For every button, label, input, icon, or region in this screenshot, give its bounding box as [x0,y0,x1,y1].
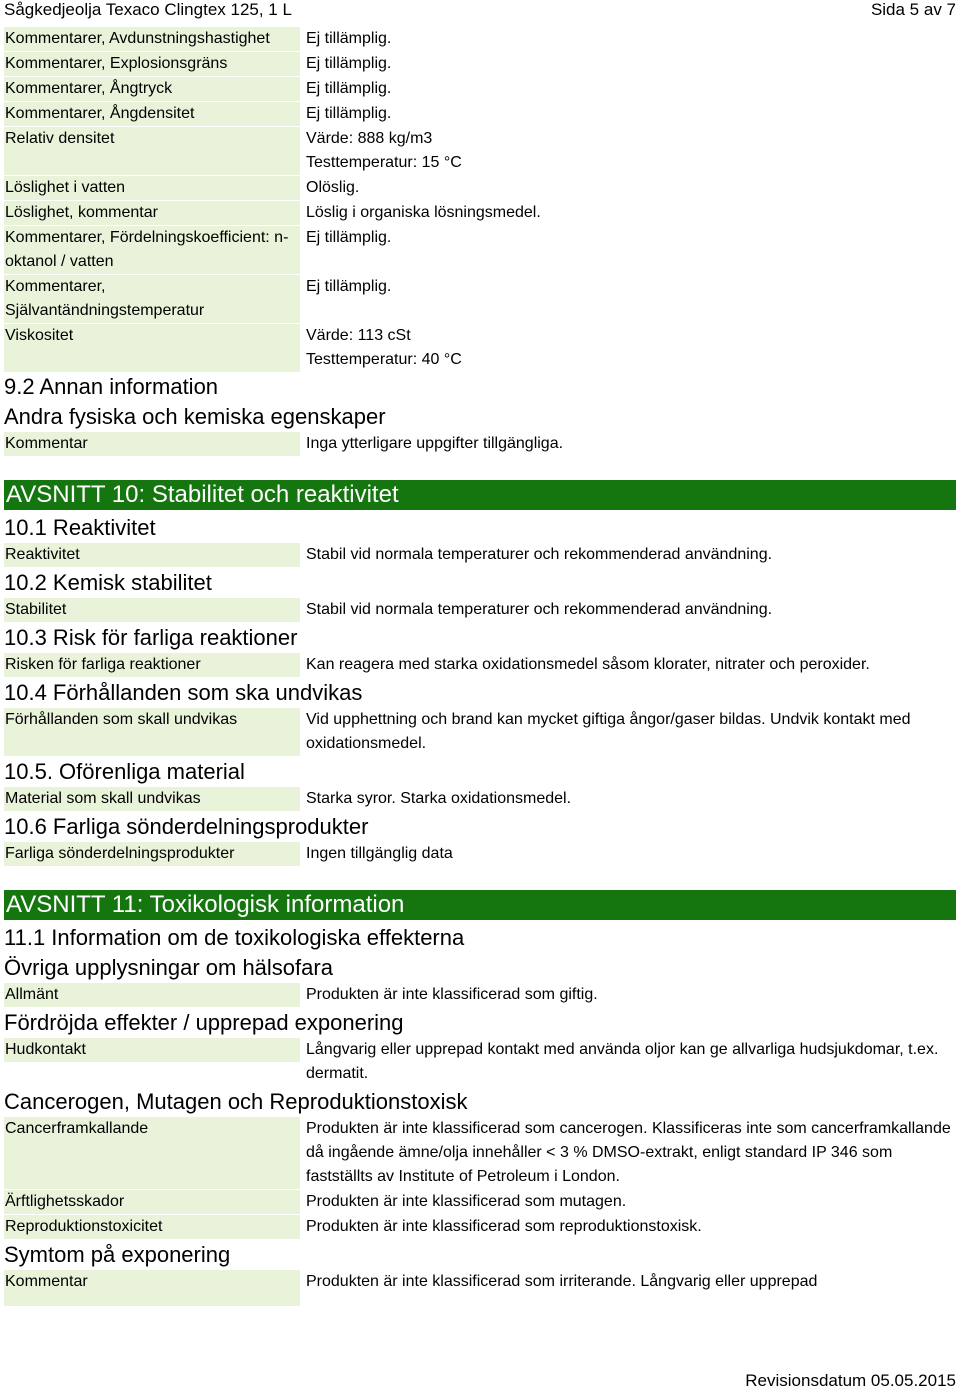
property-row [4,102,956,126]
property-label: Viskositet [4,324,300,372]
section-subheading: Fördröjda effekter / upprepad exponering [4,1010,404,1035]
property-label: Ärftlighetsskador [4,1190,300,1214]
property-value: Produkten är inte klassificerad som giftig. [306,986,598,1003]
property-label: Löslighet i vatten [4,176,300,200]
property-row [4,201,956,225]
property-row [4,983,956,1007]
section-subheading: Andra fysiska och kemiska egenskaper [4,404,386,429]
property-value: Inga ytterligare uppgifter tillgängliga. [306,435,564,452]
property-value: Ej tillämplig. [306,55,392,72]
section-heading: 11.1 Information om de toxikologiska effekterna [4,925,465,950]
property-value: Produkten är inte klassificerad som reproduktionstoxisk. [306,1218,702,1235]
property-label: Reaktivitet [4,543,300,567]
revision-date: Revisionsdatum 05.05.2015 [745,1371,956,1390]
document-title: Sågkedjeolja Texaco Clingtex 125, 1 L [4,0,292,19]
property-label: Material som skall undvikas [4,787,300,811]
property-row [4,1038,956,1086]
property-label: Löslighet, kommentar [4,201,300,225]
property-row [4,1117,956,1189]
property-value: Ingen tillgänglig data [306,845,453,862]
property-label: Kommentarer, Avdunstningshastighet [4,27,300,51]
property-value: Ej tillämplig. [306,80,392,97]
page-number: Sida 5 av 7 [870,0,956,19]
property-value: Produkten är inte klassificerad som cancerogen. Klassificeras inte som cancerframkallande då ingående ämne/olja innehåller < 3 % DMSO-extrakt, enligt standard IP 346 som fastställts av Institute of Petroleum i London. [306,1120,951,1185]
property-value: Stabil vid normala temperaturer och rekommenderad användning. [306,601,773,618]
property-label: Relativ densitet [4,127,300,175]
property-row [4,176,956,200]
property-row [4,1270,956,1306]
section-banner: AVSNITT 11: Toxikologisk information [4,890,956,920]
property-row [4,1215,956,1239]
property-row [4,653,956,677]
property-label: Allmänt [4,983,300,1007]
property-value: Långvarig eller upprepad kontakt med använda oljor kan ge allvarliga hudsjukdomar, t.ex. dermatit. [306,1041,939,1082]
property-label: Farliga sönderdelningsprodukter [4,842,300,866]
property-label: Kommentarer, Explosionsgräns [4,52,300,76]
property-row [4,1190,956,1214]
property-label: Reproduktionstoxicitet [4,1215,300,1239]
property-value: Ej tillämplig. [306,278,392,295]
section-subheading: Övriga upplysningar om hälsofara [4,955,333,980]
property-row [4,842,956,866]
property-value: Ej tillämplig. [306,30,392,47]
property-row [4,324,956,372]
property-row [4,543,956,567]
property-value: Värde: 113 cSt Testtemperatur: 40 °C [306,327,462,368]
property-label: Kommentar [4,1270,300,1306]
property-row [4,708,956,756]
property-label: Kommentarer, Ångdensitet [4,102,300,126]
property-label: Kommentarer, Självantändningstemperatur [4,275,300,323]
property-value: Produkten är inte klassificerad som mutagen. [306,1193,627,1210]
property-row [4,226,956,274]
section-heading: 10.4 Förhållanden som ska undvikas [4,680,363,705]
document-content [4,27,956,1307]
section-heading: 10.2 Kemisk stabilitet [4,570,212,595]
property-row [4,27,956,51]
property-value: Produkten är inte klassificerad som irriterande. Långvarig eller upprepad [306,1273,818,1290]
section-heading: 10.5. Oförenliga material [4,759,245,784]
section-heading: 9.2 Annan information [4,374,219,399]
property-label: Stabilitet [4,598,300,622]
property-row [4,598,956,622]
section-subheading: Symtom på exponering [4,1242,231,1267]
property-row [4,52,956,76]
property-label: Cancerframkallande [4,1117,300,1189]
property-row [4,77,956,101]
property-value: Löslig i organiska lösningsmedel. [306,204,541,221]
property-label: Risken för farliga reaktioner [4,653,300,677]
property-row [4,127,956,175]
property-value: Ej tillämplig. [306,229,392,246]
property-value: Starka syror. Starka oxidationsmedel. [306,790,572,807]
section-heading: 10.1 Reaktivitet [4,515,156,540]
section-heading: 10.6 Farliga sönderdelningsprodukter [4,814,369,839]
section-heading: 10.3 Risk för farliga reaktioner [4,625,298,650]
property-label: Kommentarer, Fördelningskoefficient: n-oktanol / vatten [4,226,300,274]
page-header [4,0,956,22]
property-value: Värde: 888 kg/m3 Testtemperatur: 15 °C [306,130,462,171]
property-value: Stabil vid normala temperaturer och rekommenderad användning. [306,546,773,563]
property-value: Ej tillämplig. [306,105,392,122]
property-row [4,787,956,811]
property-row [4,432,956,456]
section-subheading: Cancerogen, Mutagen och Reproduktionstoxisk [4,1089,468,1114]
property-value: Vid upphettning och brand kan mycket giftiga ångor/gaser bildas. Undvik kontakt med oxidationsmedel. [306,711,911,752]
property-value: Olöslig. [306,179,360,196]
section-banner: AVSNITT 10: Stabilitet och reaktivitet [4,480,956,510]
property-value: Kan reagera med starka oxidationsmedel såsom klorater, nitrater och peroxider. [306,656,870,673]
property-label: Hudkontakt [4,1038,300,1062]
property-label: Kommentar [4,432,300,456]
property-label: Kommentarer, Ångtryck [4,77,300,101]
property-label: Förhållanden som skall undvikas [4,708,300,756]
